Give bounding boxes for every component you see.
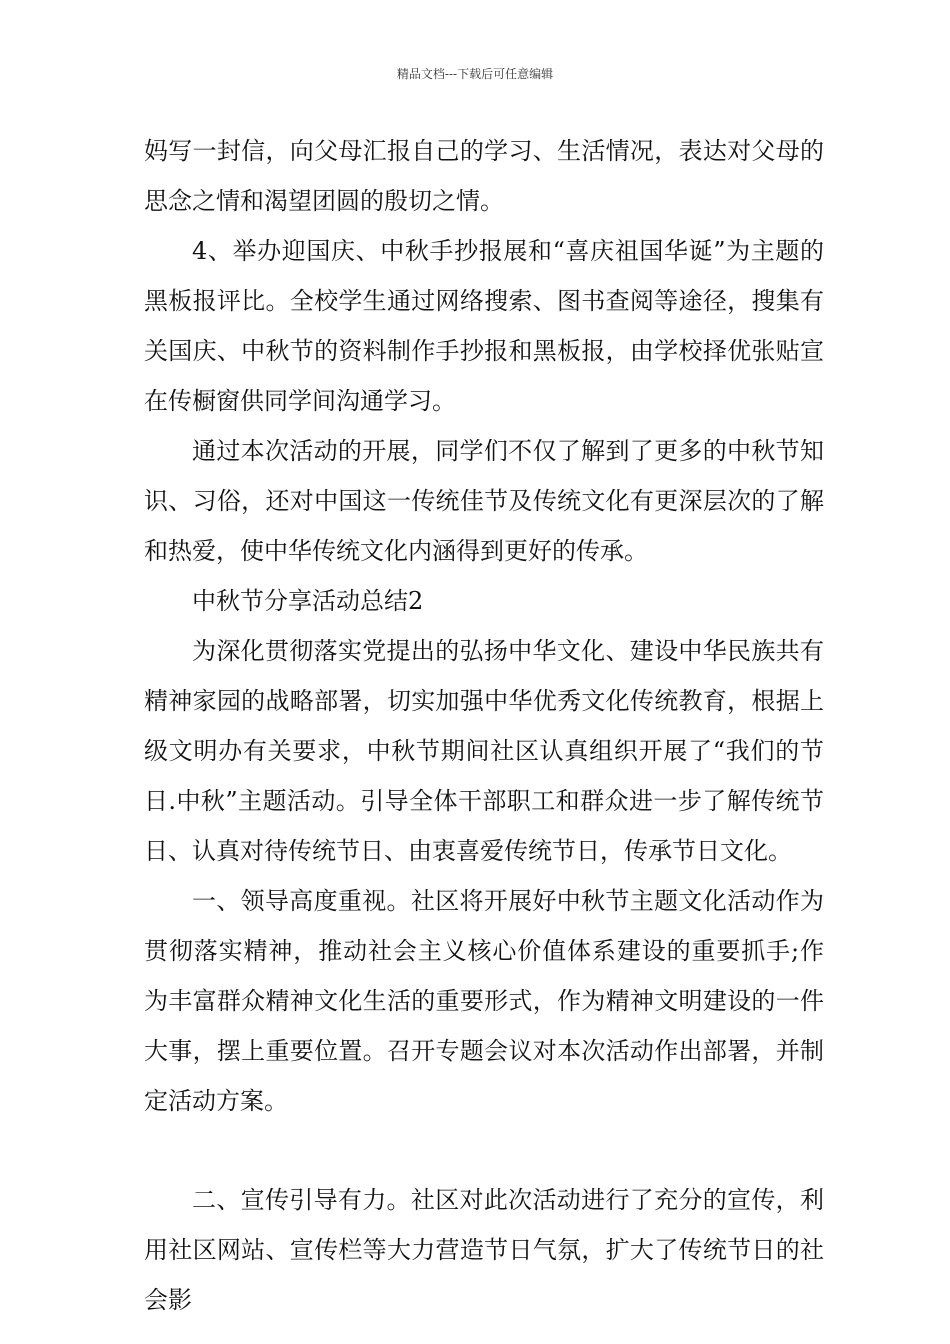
section-title: 中秋节分享活动总结2 xyxy=(192,587,424,615)
paragraph-point-2: 二、宣传引导有力。社区对此次活动进行了充分的宣传，利用社区网站、宣传栏等大力营造节日气氛，扩大了传统节日的社会影 xyxy=(144,1186,824,1314)
paragraph-point-1: 一、领导高度重视。社区将开展好中秋节主题文化活动作为贯彻落实精神，推动社会主义核心价值体系建设的重要抓手;作为丰富群众精神文化生活的重要形式，作为精神文明建设的一件大事，摆上重要位置。召开专题会议对本次活动作出部署，并制定活动方案。 xyxy=(144,887,824,1115)
paragraph-intro: 为深化贯彻落实党提出的弘扬中华文化、建设中华民族共有精神家园的战略部署，切实加强中华优秀文化传统教育，根据上级文明办有关要求，中秋节期间社区认真组织开展了“我们的节日.中秋”主题活动。引导全体干部职工和群众进一步了解传统节日、认真对待传统节日、由衷喜爱传统节日，传承节日文化。 xyxy=(144,637,824,865)
paragraph-continuation: 妈写一封信，向父母汇报自己的学习、生活情况，表达对父母的思念之情和渴望团圆的殷切之情。 xyxy=(144,137,824,215)
document-body xyxy=(144,126,824,1325)
paragraph-item-4: 4、举办迎国庆、中秋手抄报展和“喜庆祖国华诞”为主题的黑板报评比。全校学生通过网络搜索、图书查阅等途径，搜集有关国庆、中秋节的资料制作手抄报和黑板报，由学校择优张贴宣在传橱窗供同学间沟通学习。 xyxy=(144,237,824,415)
page-header: 精品文档---下载后可任意编辑 xyxy=(396,67,554,81)
paragraph-summary: 通过本次活动的开展，同学们不仅了解到了更多的中秋节知识、习俗，还对中国这一传统佳节及传统文化有更深层次的了解和热爱，使中华传统文化内涵得到更好的传承。 xyxy=(144,437,824,565)
